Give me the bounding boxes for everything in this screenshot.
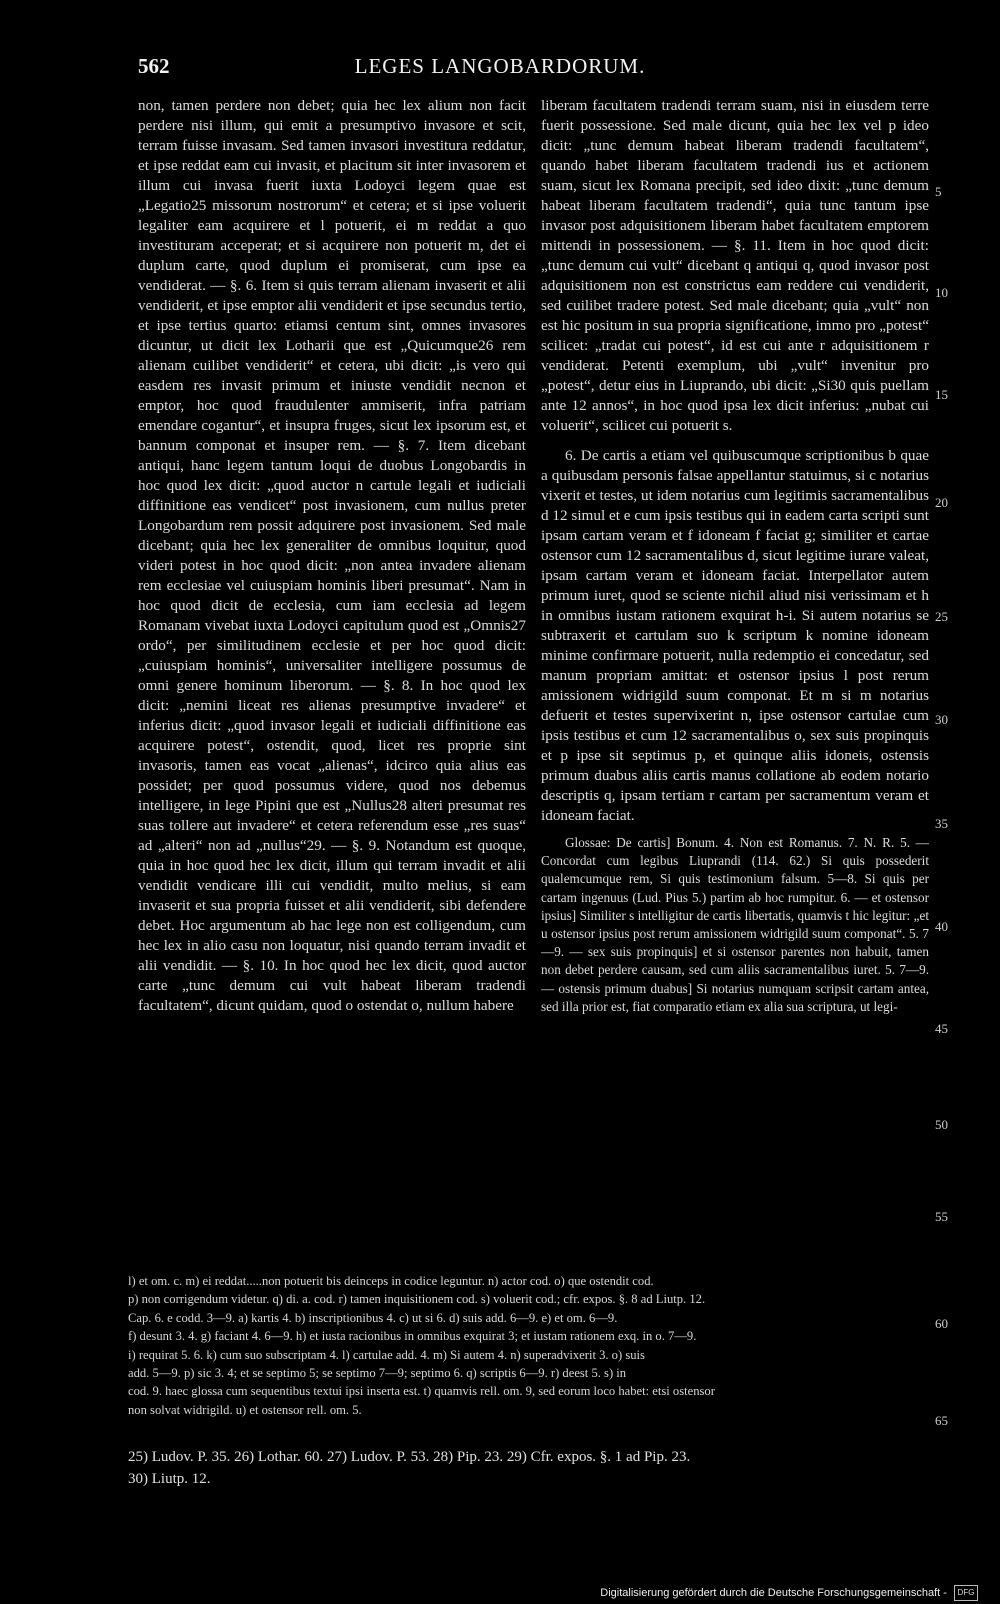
line-number: 40 [935,919,948,934]
line-number: 5 [935,184,942,199]
apparatus-line: add. 5—9. p) sic 3. 4; et se septimo 5; se septimo 7—9; septimo 6. q) scriptis 6—9. r) deest 5. s) in [128,1366,627,1381]
page-number: 562 [138,54,170,78]
apparatus-line: non solvat widrigild. u) et ostensor rell. om. 5. [128,1402,362,1417]
line-number: 30 [935,712,948,727]
right-paragraph: liberam facultatem tradendi terram suam, nisi in eiusdem terre fuerit possessione. Sed male dicunt, quia hec lex vel p ideo dicit: „tunc demum habeat liberam tradendi facultatem“, quando habet liberam facultatem tradendi ius et actionem suam, sicut lex Romana precipit, sed ideo dixit: „tunc demum habeat liberam facultatem tradendi“, quia tunc tantum ipse invasor post adquisitionem liberam habet facultatem emptorem mittendi in possessionem. — §. 11. Item in hoc quod dicit: „tunc demum cui vult“ dicebant q antiqui q, quod invasor post adquisitionem non est constrictus eam reddere cui vendiderit, sed cuilibet tradere potest. Sed male dicebant; quia „vult“ non est hic positum in sua propria significatione, immo pro „potest“ scilicet: „tradat cui potest“, id est cui ante r adquisitionem r vendiderat. Petenti exemplum, ubi „vult“ invenitur pro „potest“, detur eius in Liuprando, ubi dicit: „Si30 quis puellam ante 12 annos“, in hoc quod ipsa lex dicit inferius: „nubat cui voluerit“, scilicet cui potuerit s. [541,97,929,434]
footer-bar [0,1583,1000,1604]
apparatus-line: i) requirat 5. 6. k) cum suo subscriptam 4. l) cartulae add. 4. m) Si autem 4. n) superadvixerit 3. o) suis [128,1347,645,1362]
apparatus-line: Cap. 6. e codd. 3—9. a) kartis 4. b) inscriptionibus 4. c) ut si 6. d) suis add. 6—9. e) et om. 6—9. [128,1310,618,1325]
line-number: 10 [935,285,948,300]
funding-notice [600,1585,978,1601]
dfg-logo-icon: DFG [954,1585,978,1601]
source-line: 25) Ludov. P. 35. 26) Lothar. 60. 27) Ludov. P. 53. 28) Pip. 23. 29) Cfr. expos. §. 1 ad Pip. 23. [128,1449,691,1465]
line-number: 15 [935,387,948,402]
line-number: 45 [935,1021,948,1036]
glossae-paragraph: Glossae: De cartis] Bonum. 4. Non est Romanus. 7. N. R. 5. — Concordat cum legibus Liuprandi (114. 62.) Si quis possederit qualemcumque rem, Si quis testimonium falsum. 5—8. Si quis per cartam ingenuus (Lud. Pius 5.) partim ab hoc rumpitur. 6. — et ostensor ipsius] Similiter s intelligitur de cartis libertatis, quamvis t hic legitur: „et u ostensor ipsius post rerum amissionem widrigild suum componat“. 5. 7—9. — sex suis propinquis] et si ostensor parentes non habuit, tamen non debet perdere causam, sed cum aliis sacramentalibus iuret. 5. 7—9. — ostensis primum duabus] Si notarius numquam scripsit cartam antea, sed illa prior est, fiat comparatio etiam ex alia sua scriptura, ut legi- [541,835,929,1014]
apparatus-line: l) et om. c. m) ei reddat.....non potuerit bis deinceps in codice leguntur. n) actor cod. o) que ostendit cod. [128,1274,654,1288]
line-number: 60 [935,1316,948,1331]
running-title: LEGES LANGOBARDORUM. [354,54,646,78]
line-number: 65 [935,1413,948,1428]
apparatus-line: cod. 9. haec glossa cum sequentibus textui ipsi inserta est. t) quamvis rell. om. 9, sed eorum loco habet: etsi ostensor [128,1384,715,1399]
chapter-6-paragraph: 6. De cartis a etiam vel quibuscumque scriptionibus b quae a quibusdam personis falsae appellantur statuimus, si c notarius vixerit et testes, ut idem notarius cum legitimis sacramentalibus d 12 simul et e cum ipsis testibus qui in eadem carta scripti sunt ipsam cartam veram et f idoneam f faciat g; similiter et cartae ostensor cum 12 sacramentalibus d, sicut legitime iurare valeat, ipsam cartam veram et idoneam faciat. Interpellator autem primum iuret, quod se sciente nichil aliud nisi verissimam et h in omnibus iustam rationem exquirat h-i. Si autem notarius se subtraxerit et cartulam suo k scriptum k nomine idoneam minime confirmare potuerit, nulla redemptio ei concedatur, sed manum propriam amittat: et ostensor ipsius l post rerum amissionem widrigild suum componat. Et m si m notarius defuerit et testes supervixerint n, ipse ostensor cartulae cum ipsis testibus et cum 12 sacramentalibus o, sex suis propinquis et p ipse sit septimus p, et quinque aliis idoneis, ostensis primum duabus aliis cartis manus collatione ab eodem notario descriptis q, ipsam tertiam r cartam per sacramentum veram et idoneam faciat. [541,447,929,824]
apparatus-line: f) desunt 3. 4. g) faciant 4. 6—9. h) et iusta racionibus in omnibus exquirat 3; et iustam rationem exq. in o. 7—9. [128,1329,697,1344]
funding-text: Digitalisierung gefördert durch die Deutsche Forschungsgemeinschaft - [600,1586,947,1599]
source-line: 30) Liutp. 12. [128,1471,211,1487]
right-text-column [541,96,929,1246]
critical-apparatus [128,1272,928,1419]
left-paragraph: non, tamen perdere non debet; quia hec lex alium non facit perdere nisi illum, qui emit a presumptivo invasore et scit, terram fuisse invasam. Sed tamen invasori investitura reddatur, et ipse reddat eam cui invasit, et placitum sit inter invasorem et illum cui invasa fuerit iuxta Lodoyci legem quae est „Legatio25 missorum nostrorum“ et cetera; et si ipse voluerit legaliter eam acquirere et l potuerit, ei m reddat a quo investituram acceperat; et si acquirere non potuerit m, det ei duplum carte, quod duplum ei promiserat, cum ipse ea vendiderat. — §. 6. Item si quis terram alienam invaserit et alii vendiderit, et ipse emptor alii vendiderit et ipse secundus tertio, et ipse tertius quarto: etiamsi centum sint, omnes invasores dicuntur, ut dicit lex Lotharii que est „Quicumque26 rem alienam cuilibet vendiderit“ et cetera, ubi dicit: „is vero qui easdem res invasit primum et iniuste vendidit necnon et emptor, hoc quod fraudulenter ammiserit, infra patriam emendare cogantur“, et insupra fruges, sicut lex ipsorum est, et bannum componat et insuper rem. — §. 7. Item dicebant antiqui, hanc legem tantum loqui de duobus Longobardis in hoc quod lex dicit: „quod auctor n cartule legali et iudiciali diffinitione eas vendicet“ post invasionem, cum nullus preter Longobardum rem possit adquirere post invasionem. Sed male dicebant; quia hec lex generaliter de omnibus loquitur, quod videri potest in hoc quod dicit: „non antea invadere alienam rem ecclesiae vel cuiuspiam hominis liberi presumat“. Nam in hoc quod dicit de ecclesia, cum iam ecclesia ad legem Romanam vivebat iuxta Lodoyci capitulum quod est „Omnis27 ordo“, per similitudinem ecclesie et per hoc quod dicit: „cuiuspiam hominis“, universaliter intelligere possumus de omni genere hominum liberorum. — §. 8. In hoc quod lex dicit: „nemini liceat res alienas presumptive invadere“ et inferius dicit: „quod invasor legali et iudiciali diffinitione eas acquirere potest“, ostendit, quod, licet res proprie sint invasoris, tamen eas vocat „alienas“, idcirco quia alius eas possidet; per quod possumus videre, quod nos debemus intelligere, in lege Pipini que est „Nullus28 alteri presumat res suas tollere aut invadere“ et cetera referendum esse „res suas“ ad „alteri“ non ad „nullus“29. — §. 9. Notandum est quoque, quia in hoc quod hec lex dicit, illum qui terram invadit et alii vendidit vendicare illi cui vendidit, multo melius, si eam invaserit et sua propria fuisset et alii vendiderit, sibi defendere debet. Hoc argumentum ab hac lege non est colligendum, cum hec lex in alio casu non loquatur, nisi quando terram invadit et alii vendidit. — §. 10. In hoc quod hec lex dicit, quod auctor carte „tunc demum cui vult habeat liberam tradendi facultatem“, dicunt quidam, quod o ostendat o, nullum habere [138,97,526,1014]
line-number: 55 [935,1209,948,1224]
line-number: 50 [935,1117,948,1132]
apparatus-line: p) non corrigendum videtur. q) di. a. cod. r) tamen inquisitionem cod. s) voluerit cod.; cfr. expos. §. 8 ad Liutp. 12. [128,1292,706,1307]
line-number-margin [935,0,965,1428]
page-header [0,54,1000,90]
line-number: 25 [935,609,948,624]
line-number: 20 [935,495,948,510]
line-number: 35 [935,816,948,831]
source-notes [128,1446,928,1490]
left-text-column [138,96,526,1246]
